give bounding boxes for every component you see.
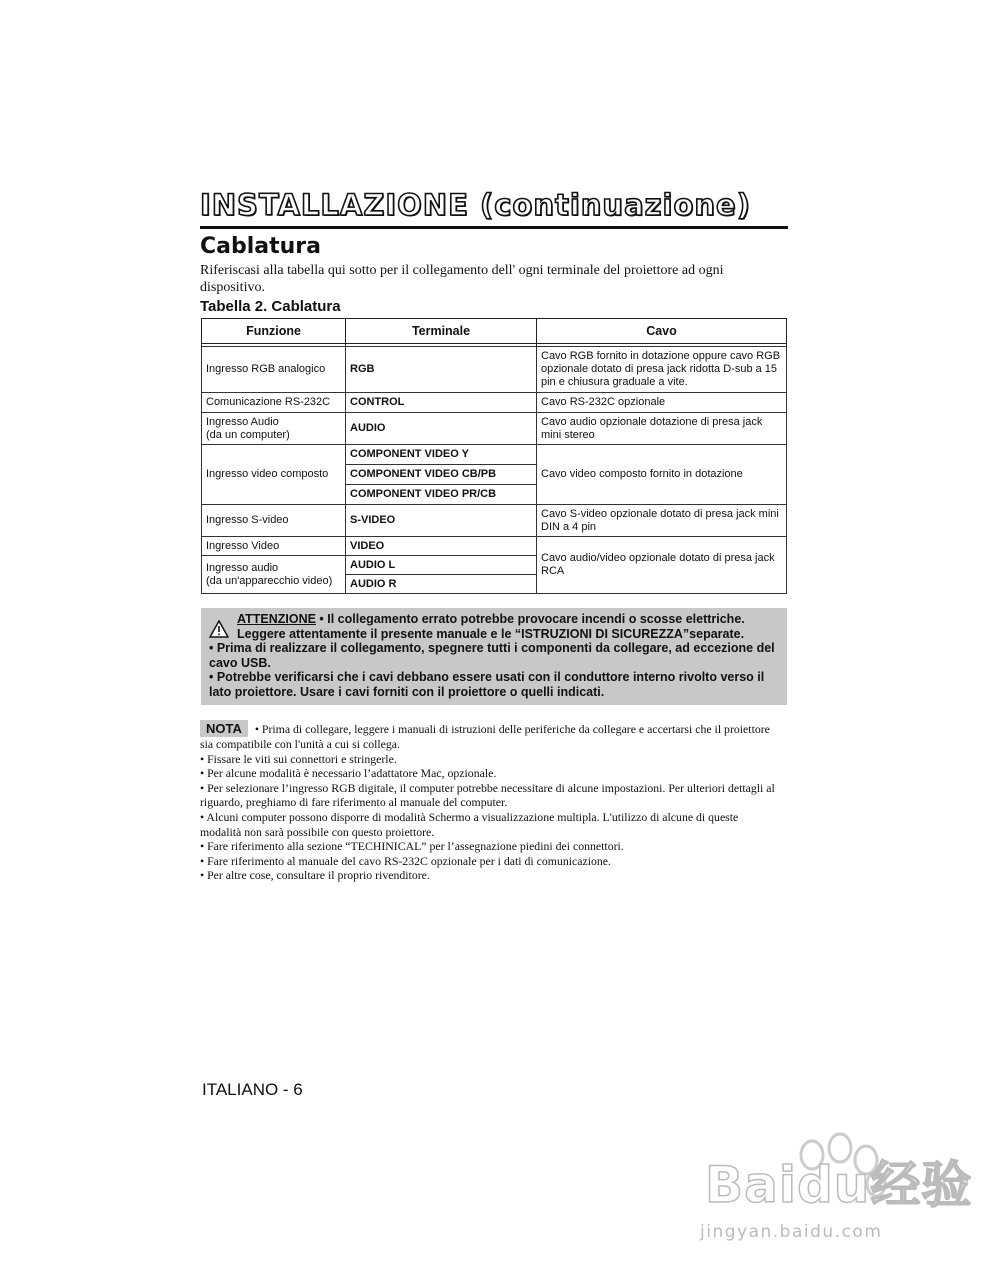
column-header-cavo: Cavo (537, 319, 787, 344)
cell-cavo: Cavo RS-232C opzionale (537, 393, 787, 413)
cell-terminale: VIDEO (346, 537, 537, 556)
page-header (200, 186, 788, 229)
nota-badge: NOTA (200, 720, 248, 737)
warning-line: Leggere attentamente il presente manuale e le “ISTRUZIONI DI SICUREZZA”separate. (237, 626, 745, 641)
cell-terminale: AUDIO R (346, 575, 537, 594)
table-row (202, 537, 787, 556)
note-item: • Fare riferimento al manuale del cavo RS-232C opzionale per i dati di comunicazione. (200, 853, 611, 868)
cell-cavo: Cavo S-video opzionale dotato di presa jack mini DIN a 4 pin (537, 505, 787, 537)
cell-funzione (202, 556, 346, 594)
warning-line (209, 612, 779, 627)
cell-funzione: Ingresso S-video (202, 505, 346, 537)
cell-terminale: RGB (346, 347, 537, 393)
cell-funzione-line: Ingresso Audio (206, 415, 279, 428)
warning-triangle-icon (209, 620, 229, 638)
cell-funzione: Ingresso Video (202, 537, 346, 556)
cell-cavo: Cavo RGB fornito in dotazione oppure cavo RGB opzionale dotato di presa jack ridotta D-sub a 15 pin e chiusura graduale a vite. (537, 347, 787, 393)
note-text: • Prima di collegare, leggere i manuali di istruzioni delle periferiche da collegare e accertarsi che il proiettore sia compatibile con l'unità a cui si collega. (200, 722, 770, 751)
cell-cavo: Cavo audio/video opzionale dotato di presa jack RCA (537, 537, 787, 594)
title-rule (200, 226, 788, 229)
cell-terminale: AUDIO (346, 413, 537, 445)
cell-funzione: Comunicazione RS-232C (202, 393, 346, 413)
cell-funzione (202, 413, 346, 445)
cell-terminale: COMPONENT VIDEO PR/CB (346, 485, 537, 505)
notes-section (200, 720, 778, 883)
table-row (202, 393, 787, 413)
cell-terminale: COMPONENT VIDEO Y (346, 445, 537, 465)
table-row (202, 347, 787, 393)
table-row (202, 445, 787, 465)
watermark-url: jingyan.baidu.com (700, 1222, 883, 1242)
cell-terminale: AUDIO L (346, 556, 537, 575)
cell-funzione-line: (da un'apparecchio video) (206, 574, 333, 587)
cell-funzione-line: (da un computer) (206, 428, 290, 441)
note-item: • Per selezionare l’ingresso RGB digitale, il computer potrebbe necessitare di alcune impostazioni. Per ulteriori dettagli al riguardo, preghiamo di fare riferimento al manuale del computer. (200, 780, 775, 810)
cell-terminale: COMPONENT VIDEO CB/PB (346, 465, 537, 485)
warning-label: ATTENZIONE (237, 612, 316, 626)
note-item (200, 720, 778, 752)
cell-funzione: Ingresso RGB analogico (202, 347, 346, 393)
warning-line: • Prima di realizzare il collegamento, spegnere tutti i componenti da collegare, ad eccezione del cavo USB. (209, 641, 775, 670)
table-row (202, 413, 787, 445)
wiring-table (201, 318, 787, 594)
cell-funzione-line: Ingresso audio (206, 561, 279, 574)
note-item: • Fissare le viti sui connettori e stringerle. (200, 751, 397, 766)
table-caption: Tabella 2. Cablatura (200, 298, 341, 315)
column-header-funzione: Funzione (202, 319, 346, 344)
note-item: • Fare riferimento alla sezione “TECHINICAL” per l’assegnazione piedini dei connettori. (200, 839, 624, 854)
watermark-brand: Baidu经验 (705, 1156, 973, 1214)
warning-box (201, 608, 787, 705)
table-row (202, 505, 787, 537)
warning-line: • Potrebbe verificarsi che i cavi debbano essere usati con il conduttore interno rivolto verso il lato proiettore. Usare i cavi forniti con il proiettore o quelli indicati. (209, 670, 765, 699)
intro-text: Riferiscasi alla tabella qui sotto per il collegamento dell' ogni terminale del proiettore ad ogni dispositivo. (200, 263, 724, 295)
page-footer: ITALIANO - 6 (202, 1080, 303, 1099)
note-item: • Alcuni computer possono disporre di modalità Schermo a visualizzazione multipla. L'utilizzo di alcune di queste modalità non sarà possibile con questo proiettore. (200, 809, 739, 839)
column-header-terminale: Terminale (346, 319, 537, 344)
note-item: • Per alcune modalità è necessario l’adattatore Mac, opzionale. (200, 766, 497, 781)
cell-terminale: CONTROL (346, 393, 537, 413)
cell-terminale: S-VIDEO (346, 505, 537, 537)
cell-cavo: Cavo video composto fornito in dotazione (537, 445, 787, 505)
cell-cavo: Cavo audio opzionale dotazione di presa jack mini stereo (537, 413, 787, 445)
section-title: INSTALLAZIONE (continuazione) (200, 188, 751, 222)
cell-funzione: Ingresso video composto (202, 445, 346, 505)
table-header-row (202, 319, 787, 344)
subtitle: Cablatura (200, 234, 321, 259)
note-item: • Per altre cose, consultare il proprio rivenditore. (200, 868, 430, 883)
warning-text: • Il collegamento errato potrebbe provocare incendi o scosse elettriche. (315, 612, 745, 626)
